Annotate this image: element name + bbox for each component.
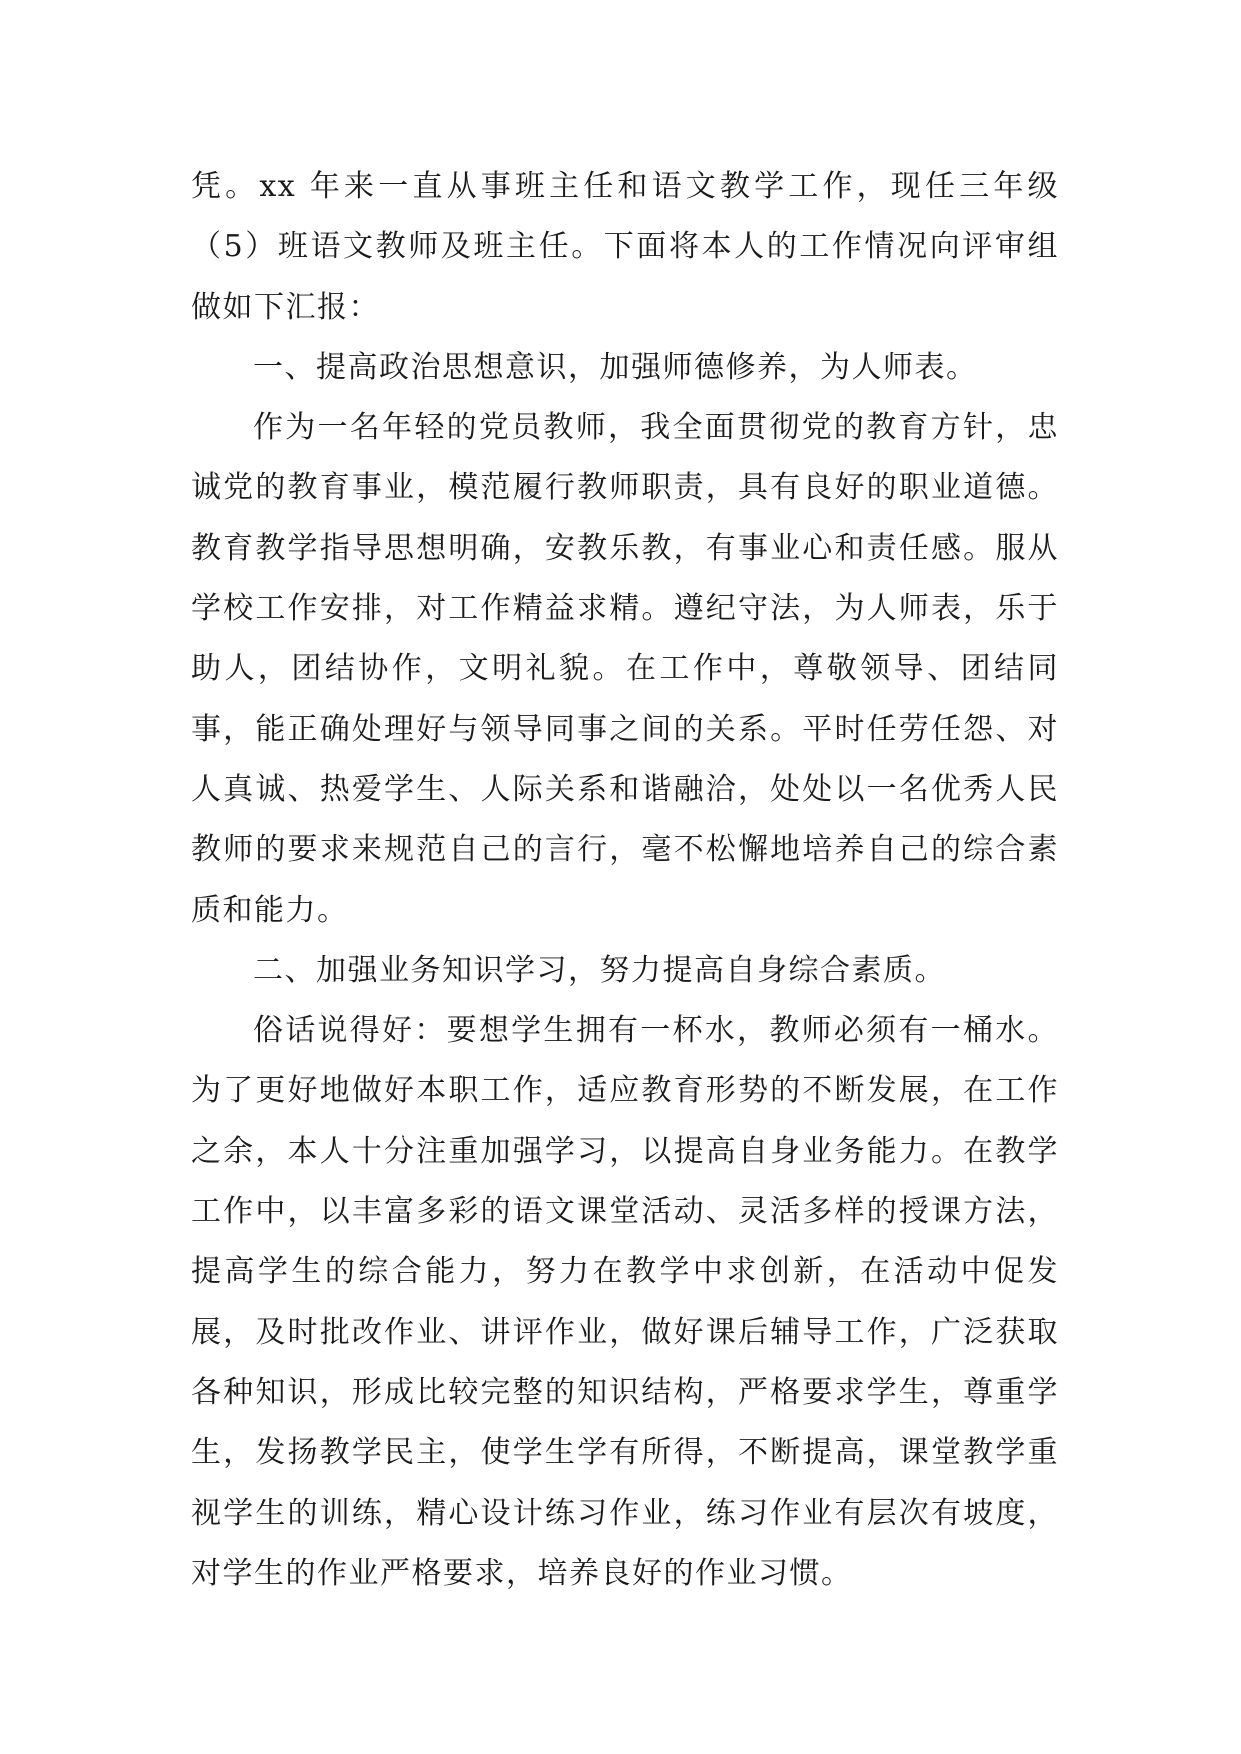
heading-section-one: 一、提高政治思想意识，加强师德修养，为人师表。 <box>253 349 978 385</box>
paragraph-section-one: 作为一名年轻的党员教师，我全面贯彻党的教育方针，忠诚党的教育事业，模范履行教师职责，具有良好的职业道德。教育教学指导思想明确，安教乐教，有事业心和责任感。服从学校工作安排，对工作精益求精。遵纪守法，为人师表，乐于助人，团结协作，文明礼貌。在工作中，尊敬领导、团结同事，能正确处理好与领导同事之间的关系。平时任劳任怨、对人真诚、热爱学生、人际关系和谐融洽，处处以一名优秀人民教师的要求来规范自己的言行，毫不松懈地培养自己的综合素质和能力。 <box>191 410 1059 928</box>
paragraph-section-two: 俗话说得好：要想学生拥有一杯水，教师必须有一桶水。为了更好地做好本职工作，适应教育形势的不断发展，在工作之余，本人十分注重加强学习，以提高自身业务能力。在教学工作中，以丰富多彩的语文课堂活动、灵活多样的授课方法，提高学生的综合能力，努力在教学中求创新，在活动中促发展，及时批改作业、讲评作业，做好课后辅导工作，广泛获取各种知识，形成比较完整的知识结构，严格要求学生，尊重学生，发扬教学民主，使学生学有所得，不断提高，课堂教学重视学生的训练，精心设计练习作业，练习作业有层次有坡度，对学生的作业严格要求，培养良好的作业习惯。 <box>191 1013 1059 1591</box>
document-body <box>191 157 1059 1604</box>
heading-section-two: 二、加强业务知识学习，努力提高自身综合素质。 <box>253 952 946 988</box>
paragraph-intro: 凭。xx 年来一直从事班主任和语文教学工作，现任三年级（5）班语文教师及班主任。下面将本人的工作情况向评审组做如下汇报： <box>191 169 1059 325</box>
